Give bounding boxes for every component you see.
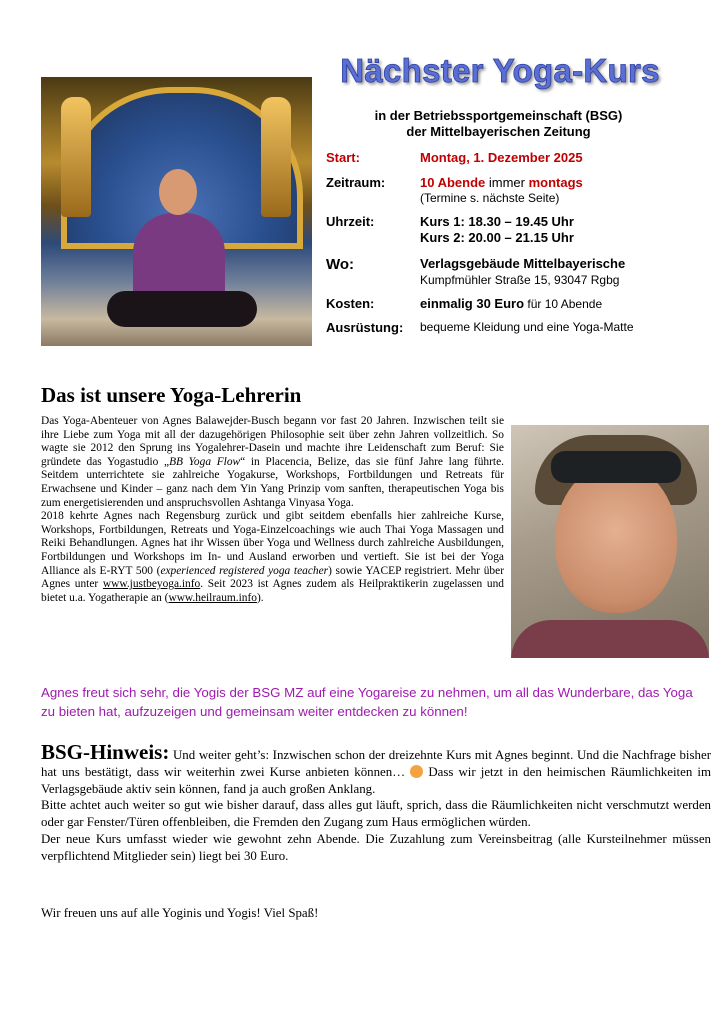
bio-paragraph-1: Das Yoga-Abenteuer von Agnes Balawejder-Busch begann vor fast 20 Jahren. Inzwischen teilt sie ihre Liebe zum Yoga mit all der dazugehörigen Philosophie seit über zehn Jahren vollzeitlich. So wagte sie 2012 den Sprung ins Yogalehrer-Dasein und machte ihre Leidenschaft zum Beruf: Sie gründete das Yogastudio „BB Yoga Flow“ in Placencia, Belize, das sie fünf Jahre lang führte. Seitdem unterrichtete sie zahlreiche Yogakurse, Workshops, Fortbildungen und Retreats für Erwachsene und Kinder – ganz nach dem Yin Yang Prinzip vom sanften, therapeutischen Yoga bis zum energetisierenden und anspruchsvollen Ashtanga Vinyasa Yoga. [41,415,504,509]
notice-paragraph-2: Bitte achtet auch weiter so gut wie bisher darauf, dass alles gut läuft, sprich, dass die Räumlichkeiten nicht verschmutzt werden oder gar Fenster/Türen offenbleiben, die Fremden den Zugang zum Haus ermöglichen würden. [41,798,711,830]
notice-heading: BSG-Hinweis: [41,740,170,764]
kosten-suffix: für 10 Abende [524,297,603,311]
zeitraum-count: 10 Abende [420,175,486,190]
portrait-shirt [511,620,709,658]
wo-label: Wo: [326,256,355,273]
zeitraum-weekday: montags [528,175,583,190]
teacher-figure-body [133,213,225,303]
start-label: Start: [326,150,360,165]
kurs-2-time: Kurs 2: 20.00 – 21.15 Uhr [420,230,574,245]
teacher-bio [41,415,504,605]
teacher-heading: Das ist unsere Yoga-Lehrerin [41,383,302,407]
kosten-label: Kosten: [326,296,375,311]
statue-right [261,97,291,217]
teacher-portrait-photo [511,425,709,658]
zeitraum-note: (Termine s. nächste Seite) [420,191,560,205]
e-ryt-expansion: experienced registered yoga teacher [160,564,329,577]
portrait-face [555,463,677,613]
bio-paragraph-2: 2018 kehrte Agnes nach Regensburg zurück und gibt seitdem ebenfalls hier zahlreiche Kurse, Workshops, Fortbildungen, Retreats und Yoga-Einzelcoachings wie auch Thai Yoga Massagen und Reiki Behandlungen. Agnes hat ihr Wissen über Yoga und Wellness durch zahlreiche Ausbildungen, Fortbildungen und Workshops im In- und Ausland erworben und vertieft. Sie ist bei der Yoga Alliance als E-RYT 500 (experienced registered yoga teacher) sowie YACEP registriert. Mehr über Agnes unter www.justbeyoga.info. Seit 2023 ist Agnes zudem als Heilpraktikerin zugelassen und bietet u.a. Yogatherapie an (www.heilraum.info). [41,510,504,604]
wo-place: Verlagsgebäude Mittelbayerische [420,256,626,271]
sunglasses-icon [551,451,681,483]
notice-paragraph-3: Der neue Kurs umfasst wieder wie gewohnt zehn Abende. Die Zuzahlung zum Vereinsbeitrag (alle Kursteilnehmer müssen verpflichtend Mitglieder sein) liegt bei 30 Euro. [41,831,711,863]
zeitraum-text: immer [485,175,529,190]
bsg-notice [41,740,711,865]
closing-line: Wir freuen uns auf alle Yoginis und Yogis! Viel Spaß! [41,906,319,920]
teacher-figure-legs [107,291,257,327]
course-intro [326,108,671,140]
ausruestung-value: bequeme Kleidung und eine Yoga-Matte [420,320,634,334]
zeitraum-label: Zeitraum: [326,175,386,190]
page-title: Nächster Yoga-Kurs [340,52,660,89]
justbeyoga-link[interactable]: www.justbeyoga.info [102,578,201,591]
statue-left [61,97,91,217]
kurs-1-time: Kurs 1: 18.30 – 19.45 Uhr [420,214,574,229]
kosten-value: einmalig 30 Euro [420,296,525,311]
teacher-figure-head [159,169,197,215]
start-value: Montag, 1. Dezember 2025 [420,150,583,165]
ausruestung-label: Ausrüstung: [326,320,404,335]
yoga-temple-photo [41,77,312,346]
intro-line-1: in der Betriebssportgemeinschaft (BSG) [374,108,623,123]
wo-address: Kumpfmühler Straße 15, 93047 Rgbg [420,273,620,287]
smiley-icon [410,765,423,778]
highlight-message: Agnes freut sich sehr, die Yogis der BSG MZ auf eine Yogareise zu nehmen, um all das Wunderbare, das Yoga zu bieten hat, aufzuzeigen und gemeinsam weiter entdecken zu können! [41,685,693,719]
uhrzeit-label: Uhrzeit: [326,214,375,229]
heilraum-link[interactable]: www.heilraum.info [168,591,257,604]
intro-line-2: der Mittelbayerischen Zeitung [406,124,591,139]
studio-name: BB Yoga Flow [169,455,241,468]
notice-paragraph-1: BSG-Hinweis: Und weiter geht’s: Inzwischen schon der dreizehnte Kurs mit Agnes beginnt. Und die Nachfrage bisher hat uns bestätigt, dass wir weiterhin zwei Kurse anbieten können… Dass wir jetzt in den heimischen Räumlichkeiten im Verlagsgebäude aktiv sein können, fand ja auch großen Anklang. [41,740,711,796]
